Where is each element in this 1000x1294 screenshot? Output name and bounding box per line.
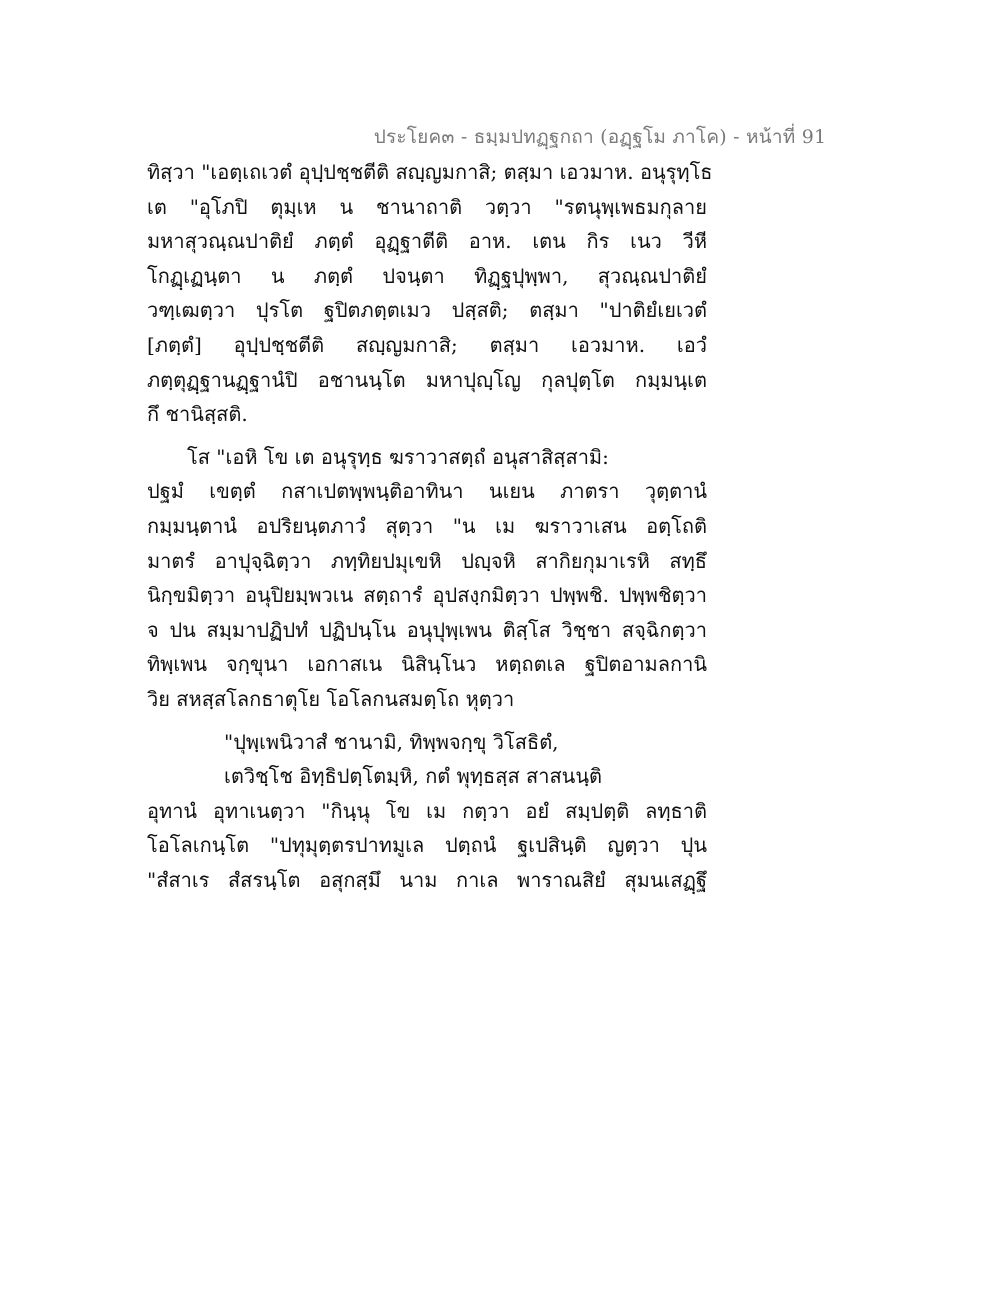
text-line: [ภตฺตํ] อุปฺปชฺชตีติ สญฺญมกาสิ; ตสฺมา เอวมาห. เอวํ [147, 332, 707, 357]
paragraph-1 [147, 155, 713, 432]
text-line: โกฏฺเฏนฺตา น ภตฺตํ ปจนฺตา ทิฏฺฐปุพฺพา, สุวณฺณปาติยํ [147, 263, 707, 288]
text-line: "สํสาเร สํสรนฺโต อสุกสฺมึ นาม กาเล พาราณสิยํ สุมนเสฏฺฐึ [147, 867, 707, 892]
text-line: นิกฺขมิตฺวา อนุปิยมฺพวเน สตฺถารํ อุปสงฺกมิตฺวา ปพฺพชิ. ปพฺพชิตฺวา [147, 583, 707, 608]
verse-line: เตวิชฺโช อิทฺธิปตฺโตมฺหิ, กตํ พุทฺธสฺส สาสนนฺติ [224, 764, 602, 789]
page-header [0, 122, 1000, 152]
text-line: วฑฺเฒตฺวา ปุรโต ฐปิตภตฺตเมว ปสฺสติ; ตสฺมา "ปาติยํเยเวตํ [147, 298, 707, 323]
text-line: ทิสฺวา "เอตฺเถเวตํ อุปฺปชฺชตีติ สญฺญมกาสิ; ตสฺมา เอวมาห. อนุรุทฺโธ [147, 160, 713, 184]
verse-block [147, 725, 707, 794]
text-line: มาตรํ อาปุจฺฉิตฺวา ภทฺทิยปมุเขหิ ปญฺจหิ สากิยกุมาเรหิ สทฺธึ [147, 548, 707, 573]
text-line: ปฐมํ เขตฺตํ กสาเปตพฺพนฺติอาทินา นเยน ภาตรา วุตฺตานํ [147, 479, 707, 504]
paragraph-gap [147, 432, 707, 440]
verse-gap [147, 717, 707, 725]
page-body [147, 155, 713, 897]
text-line: จ ปน สมฺมาปฏิปทํ ปฏิปนฺโน อนุปุพฺเพน ติสฺโส วิชฺชา สจฺฉิกตฺวา [147, 617, 707, 642]
verse-line: "ปุพฺเพนิวาสํ ชานามิ, ทิพฺพจกฺขุ วิโสธิตํ, [224, 729, 559, 754]
text-line: เต "อุโภปิ ตุมฺเห น ชานาถาติ วตฺวา "รตนุพฺเพธมกุลาย [147, 194, 707, 219]
text-line-indented: โส "เอหิ โข เต อนุรุทฺธ ฆราวาสตฺถํ อนุสาสิสฺสามิ: [187, 444, 609, 469]
page-header-text: ประโยค๓ - ธมฺมปทฏฺฐกถา (อฏฺฐโม ภาโค) - หน้าที่ 91 [373, 126, 827, 148]
text-line: มหาสุวณฺณปาติยํ ภตฺตํ อุฏฺฐาตีติ อาห. เตน กิร เนว วีหี [147, 229, 707, 254]
text-line: กมฺมนฺตานํ อปริยนฺตภาวํ สุตฺวา "น เม ฆราวาเสน อตฺโถติ [147, 513, 707, 538]
text-line: ภตฺตุฏฺฐานฏฺฐานํปิ อชานนฺโต มหาปุญฺโญ กุลปุตฺโต กมฺมนฺเต [147, 367, 707, 392]
text-line: วิย สหสฺสโลกธาตุโย โอโลกนสมตฺโถ หุตฺวา [147, 686, 515, 711]
text-line: ทิพฺเพน จกฺขุนา เอกาสเน นิสินฺโนว หตฺถตเล ฐปิตอามลกานิ [147, 652, 707, 677]
paragraph-2 [147, 440, 707, 717]
paragraph-3 [147, 794, 707, 898]
text-line: กึ ชานิสฺสติ. [147, 402, 248, 427]
text-line: โอโลเกนฺโต "ปทุมุตฺตรปาทมูเล ปตฺถนํ ฐเปสินฺติ ญตฺวา ปุน [147, 833, 707, 858]
text-line: อุทานํ อุทาเนตฺวา "กินฺนุ โข เม กตฺวา อยํ สมฺปตฺติ ลทฺธาติ [147, 798, 707, 823]
